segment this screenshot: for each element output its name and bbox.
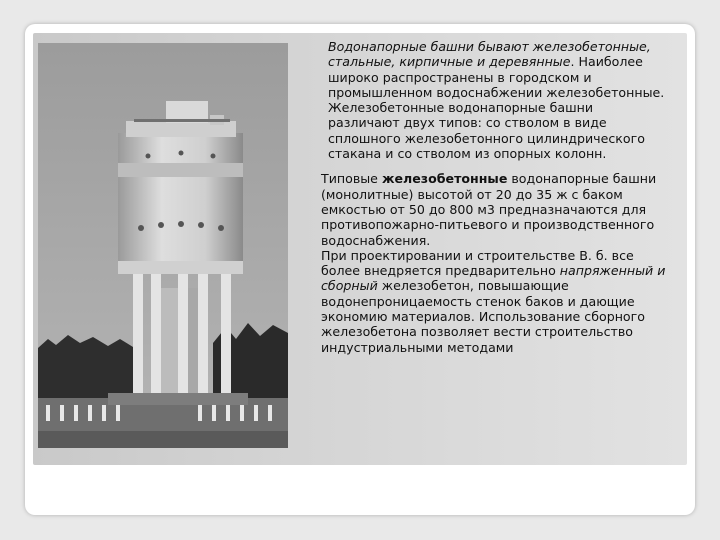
- paragraph-2: [321, 171, 666, 247]
- paragraph-2-lead: Типовые: [321, 171, 382, 187]
- paragraph-3: [321, 248, 666, 355]
- water-tower-photo: [38, 43, 288, 448]
- paragraph-2-text: водонапорные башни (монолитные) высотой от 20 до 35 ж с баком емкостью от 50 до 800 м3 предназначаются для противопожарно-питьевого и производственного водоснабжения.: [321, 171, 657, 248]
- paragraph-1-italic: Водонапорные башни бывают железобетонные, стальные, кирпичные и деревянные: [328, 39, 651, 70]
- paragraph-1-text: . Наиболее широко распространены в городском и промышленном водоснабжении железобетонные. Железобетонные водонапорные башни различают двух типов: со стволом в виде сплошного железобетонного цилиндрического стакана и со стволом из опорных колонн.: [328, 54, 665, 162]
- paragraph-2-bold: железобетонные: [381, 171, 508, 187]
- paragraph-3-text: железобетон, повышающие водонепроницаемость стенок баков и дающие экономию материалов. Использование сборного железобетона позволяет вести строительство индустриальными методами: [321, 278, 645, 355]
- slide-text: [321, 39, 666, 355]
- paragraph-3-lead: При проектировании и строительстве В. б. все более внедряется предварительно: [321, 247, 634, 279]
- paragraph-1: [321, 39, 666, 161]
- paragraph-3-italic: напряженный и сборный: [321, 263, 666, 294]
